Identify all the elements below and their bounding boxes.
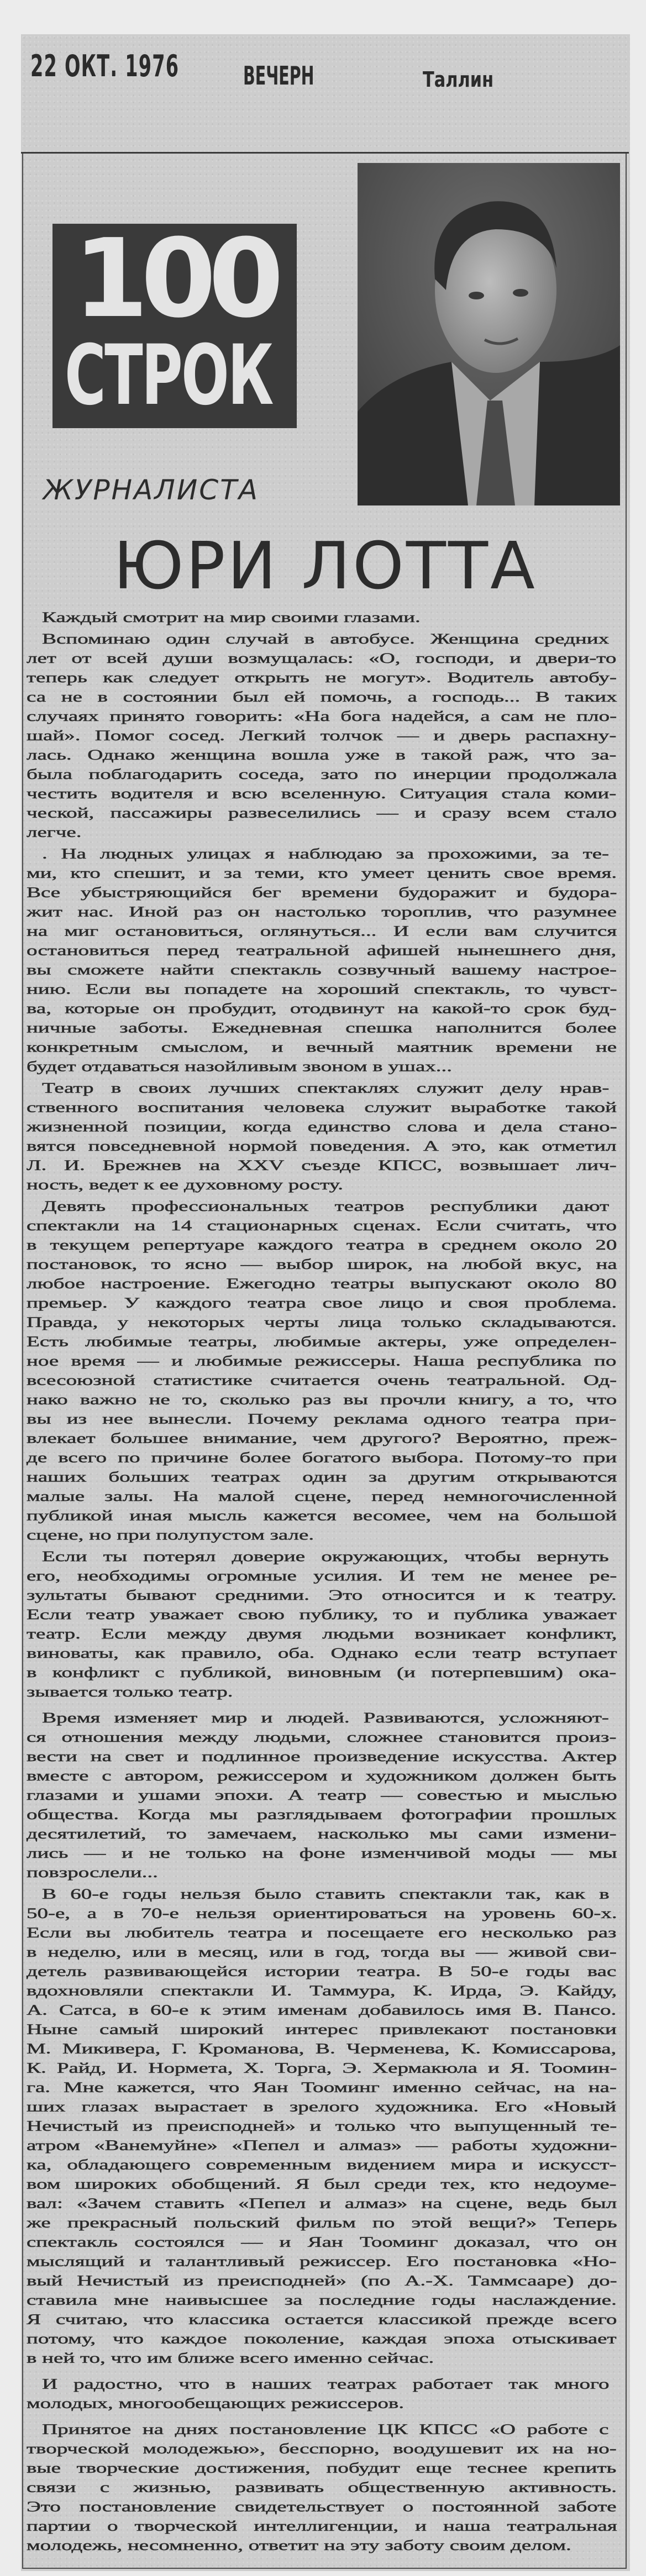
text-line	[27, 1255, 617, 1274]
text-line	[27, 941, 617, 960]
text-line-content: Девять профессиональных театров республики дают	[42, 1198, 610, 1214]
text-line-content: спектакль состоялся — и Яан Тооминг доказал, что он	[27, 2234, 617, 2250]
text-line-content: ное время — и любимые режиссеры. Наша республика по	[27, 1353, 617, 1369]
text-line-content: премьер. У каждого театра свое лицо и своя проблема.	[27, 1295, 617, 1311]
text-line	[27, 2039, 617, 2058]
text-line	[27, 1785, 617, 1805]
text-line-content: ставила мне наивысшее за последние годы наслаждение.	[27, 2292, 617, 2308]
article-paragraph	[27, 1884, 617, 2368]
text-line-content: ческой, пассажиры развеселились — и сразу всем стало	[27, 805, 617, 821]
text-line-content: публикой иная мысль кажется весомее, чем на большой	[27, 1508, 617, 1524]
text-line	[27, 2116, 617, 2136]
text-line-content: сцене, но при полупустом зале.	[27, 1527, 314, 1543]
text-line	[27, 2497, 617, 2516]
text-line	[27, 1351, 617, 1371]
text-line	[27, 1682, 617, 1701]
article-paragraph	[27, 629, 617, 842]
text-line-content: постановок, то ясно — выбор широк, на любой вкус, на	[27, 1256, 617, 1272]
text-line	[27, 1727, 617, 1747]
text-line	[27, 1197, 617, 1216]
text-line-content: вы сможете найти спектакль созвучный вашему настрое-	[27, 962, 617, 978]
text-line	[27, 2348, 617, 2368]
text-line	[27, 2136, 617, 2155]
text-line	[27, 2078, 617, 2097]
text-line-content: 50-е, а в 70-е нельзя ориентироваться на уровень 60-х.	[27, 1905, 617, 1921]
text-line-content: Театр в своих лучших спектаклях служит делу нрав-	[42, 1080, 610, 1096]
text-line	[27, 1467, 617, 1487]
text-line	[27, 2478, 617, 2497]
text-line-content: га. Мне кажется, что Яан Тооминг именно сейчас, на на-	[27, 2079, 617, 2095]
article-paragraph	[27, 2374, 617, 2413]
text-line	[27, 1942, 617, 1962]
text-line	[27, 844, 617, 863]
text-line-content: са не в состоянии был ей помочь, а господь... В таких	[27, 689, 617, 705]
text-line-content: малые залы. На малой сцене, перед немногочисленной	[27, 1488, 617, 1504]
byline-role: ЖУРНАЛИСТА	[43, 474, 259, 506]
text-line-content: вые творческие достижения, побудит еще теснее крепить	[27, 2460, 617, 2476]
text-line-content: ка, обладающего современным видением мира и искусст-	[27, 2157, 617, 2173]
text-line	[27, 1293, 617, 1313]
text-line-content: нако важно не то, сколько раз вы прочли книгу, а то, что	[27, 1392, 617, 1408]
text-line-content: вместе с автором, режиссером и художником должен быть	[27, 1768, 617, 1784]
text-line-content: всесоюзной статистике считается очень театральной. Од-	[27, 1372, 617, 1388]
text-line	[27, 2271, 617, 2290]
text-line	[27, 765, 617, 784]
text-line	[27, 668, 617, 687]
text-line	[27, 2374, 617, 2394]
text-line	[27, 2394, 617, 2413]
text-line	[27, 2516, 617, 2536]
text-line-content: . На людных улицах я наблюдаю за прохожими, за те-	[42, 846, 610, 862]
text-line-content: К. Райд, И. Нормета, Х. Торга, Э. Хермакюла и Я. Тоомин-	[27, 2060, 617, 2076]
newspaper-name-stamp: ВЕЧЕРН	[243, 61, 314, 91]
text-line	[27, 1566, 617, 1585]
text-line-content: на миг остановиться, оглянуться... И если вам случится	[27, 923, 617, 939]
text-line-content: ственного воспитания человека служит выработке такой	[27, 1099, 617, 1115]
text-line	[27, 1766, 617, 1785]
text-line	[27, 2536, 617, 2555]
text-line-content: глазами и ушами эпохи. А театр — совестью и мыслью	[27, 1787, 617, 1803]
text-line	[27, 1904, 617, 1923]
text-line	[27, 1018, 617, 1037]
text-line-content: десятилетий, то замечаем, насколько мы сами измени-	[27, 1826, 617, 1842]
text-line-content: повзрослели...	[27, 1864, 158, 1880]
text-line	[27, 784, 617, 803]
byline-author: ЮРИ ЛОТТА	[113, 528, 537, 604]
text-line	[27, 1547, 617, 1566]
text-line	[27, 960, 617, 979]
text-line	[27, 707, 617, 726]
text-line	[27, 726, 617, 745]
text-line	[27, 1824, 617, 1843]
text-line	[27, 1487, 617, 1506]
article-paragraph	[27, 1547, 617, 1701]
text-line	[27, 2420, 617, 2439]
text-line	[27, 1805, 617, 1824]
text-line	[27, 1708, 617, 1727]
text-line-content: его, необходимы огромные усилия. И тем не менее ре-	[27, 1568, 617, 1584]
text-line-content: остановиться перед театральной афишей нынешнего дня,	[27, 942, 617, 958]
text-line-content: потому, что каждое поколение, каждая эпоха отыскивает	[27, 2331, 617, 2347]
header-divider	[21, 152, 629, 154]
text-line-content: наших больших театрах один за другим открываются	[27, 1469, 617, 1485]
text-line	[27, 1057, 617, 1076]
text-line-content: ничные заботы. Ежедневная спешка наполнится более	[27, 1020, 617, 1036]
text-line	[27, 1117, 617, 1136]
text-line-content: жизненной позиции, когда единство слова и дела стано-	[27, 1119, 617, 1135]
text-line-content: де всего по причине более богатого выбора. Потому-то при	[27, 1450, 617, 1466]
text-line	[27, 2329, 617, 2348]
article-paragraph	[27, 2420, 617, 2555]
city-stamp: Таллин	[423, 67, 494, 92]
text-line	[27, 979, 617, 999]
text-line	[27, 2000, 617, 2020]
text-line	[27, 2058, 617, 2078]
text-line-content: И радостно, что в наших театрах работает так много	[42, 2376, 610, 2392]
text-line-content: лись — и не только на фоне изменчивой моды — мы	[27, 1845, 617, 1861]
text-line	[27, 745, 617, 765]
text-line-content: вый Нечистый из преисподней» (по А.-Х. Таммсааре) до-	[27, 2273, 617, 2289]
article-paragraph	[27, 1708, 617, 1882]
text-line-content: вдохновляли спектакли И. Таммура, К. Ирда, Э. Кайду,	[27, 1983, 617, 1999]
rubric-logo	[52, 216, 297, 428]
text-line-content: Я считаю, что классика остается классикой прежде всего	[27, 2311, 617, 2327]
text-line	[27, 1332, 617, 1351]
text-line-content: Нечистый из преисподней» и только что выпущенный те-	[27, 2118, 617, 2134]
text-line	[27, 1843, 617, 1863]
text-line	[27, 1884, 617, 1904]
text-line	[27, 2155, 617, 2174]
rubric-number: 100	[73, 216, 276, 342]
text-line-content: вести на свет и подлинное произведение искусства. Актер	[27, 1748, 617, 1764]
article-body	[27, 608, 617, 2557]
frame-border-right	[626, 154, 627, 2569]
date-stamp: 22 ОКТ. 1976	[30, 49, 180, 83]
text-line	[27, 1962, 617, 1981]
text-line-content: молодых, многообещающих режиссеров.	[27, 2395, 405, 2411]
text-line-content: молодежь, несомненно, ответит на эту заботу своим делом.	[27, 2537, 571, 2553]
text-line-content: зывается только театр.	[27, 1684, 233, 1700]
text-line	[27, 2194, 617, 2213]
text-line-content: зультаты бывают средними. Это относится и к театру.	[27, 1587, 617, 1603]
text-line-content: лет от всей души возмущалась: «О, господи, и двери-то	[27, 650, 617, 666]
text-line-content: Правда, у некоторых черты лица только складываются.	[27, 1314, 617, 1330]
text-line	[27, 1429, 617, 1448]
text-line-content: влекает большее внимание, чем другого? Вероятно, преж-	[27, 1430, 617, 1446]
text-line-content: вом широких обобщений. Я был среди тех, кто недоуме-	[27, 2176, 617, 2192]
frame-border-bottom	[22, 2568, 627, 2569]
text-line-content: в неделю, или в месяц, или в год, тогда вы — живой сви-	[27, 1944, 617, 1960]
text-line-content: легче.	[27, 824, 82, 840]
text-line-content: Есть любимые театры, любимые актеры, уже определен-	[27, 1334, 617, 1350]
text-line	[27, 2020, 617, 2039]
text-line	[27, 2439, 617, 2458]
text-line	[27, 823, 617, 842]
text-line-content: детель развивающейся истории театра. В 50-е годы вас	[27, 1963, 617, 1979]
text-line-content: вал: «Зачем ставить «Пепел и алмаз» на сцене, ведь был	[27, 2195, 617, 2211]
text-line-content: ва, которые он пробудит, отодвинут на какой-то срок буд-	[27, 1000, 617, 1016]
text-line-content: жит нас. Иной раз он настолько тороплив, что разумнее	[27, 904, 617, 920]
text-line	[27, 608, 617, 627]
text-line	[27, 1313, 617, 1332]
text-line-content: была поблагодарить соседа, зато по инерции продолжала	[27, 766, 617, 782]
text-line-content: случаях принято говорить: «На бога надейся, а сам не пло-	[27, 708, 617, 724]
text-line	[27, 902, 617, 921]
text-line-content: Принятое на днях постановление ЦК КПСС «О работе с	[42, 2421, 609, 2437]
text-line-content: Время изменяет мир и людей. Развиваются, усложняют-	[42, 1710, 609, 1726]
text-line	[27, 2458, 617, 2478]
text-line	[27, 1448, 617, 1467]
text-line-content: Это постановление свидетельствует о постоянной заботе	[27, 2499, 617, 2515]
text-line	[27, 2310, 617, 2329]
text-line	[27, 1371, 617, 1390]
article-paragraph	[27, 1078, 617, 1194]
text-line-content: Вспоминаю один случай в автобусе. Женщина средних	[42, 631, 610, 647]
text-line-content: творческой молодежью», бесспорно, воодушевит их на но-	[27, 2441, 617, 2457]
text-line-content: мыслящий и талантливый режиссер. Его постановка «Но-	[27, 2253, 617, 2269]
text-line	[27, 1037, 617, 1057]
text-line	[27, 803, 617, 823]
text-line-content: партии о творческой интеллигенции, и наша театральная	[27, 2518, 617, 2534]
text-line-content: спектакли на 14 стационарных сценах. Если считать, что	[27, 1218, 617, 1234]
text-line	[27, 921, 617, 941]
text-line-content: Если ты потерял доверие окружающих, чтобы вернуть	[42, 1548, 609, 1564]
author-photo	[358, 163, 620, 505]
text-line	[27, 999, 617, 1018]
text-line	[27, 1390, 617, 1409]
text-line	[27, 629, 617, 649]
text-line-content: будет отдаваться назойливым звоном в ушах...	[27, 1058, 453, 1074]
text-line-content: М. Микивера, Г. Кроманова, В. Черменева, К. Комиссарова,	[27, 2041, 617, 2057]
article-paragraph	[27, 1197, 617, 1545]
text-line-content: конкретным смыслом, и вечный маятник времени не	[27, 1039, 617, 1055]
text-line-content: Л. И. Брежнев на XXV съезде КПСС, возвышает лич-	[27, 1157, 617, 1173]
text-line	[27, 1506, 617, 1525]
text-line-content: вятся повседневной нормой поведения. А это, как отметил	[27, 1138, 617, 1154]
text-line	[27, 883, 617, 902]
text-line	[27, 2213, 617, 2232]
text-line	[27, 1156, 617, 1175]
text-line-content: виноваты, как правило, оба. Однако если театр вступает	[27, 1645, 617, 1661]
text-line-content: Все убыстряющийся бег времени будоражит и будора-	[27, 884, 617, 900]
frame-border-left	[22, 154, 23, 2569]
text-line	[27, 1747, 617, 1766]
text-line	[27, 1605, 617, 1624]
text-line	[27, 1409, 617, 1429]
text-line-content: в конфликт с публикой, виновным (и потерпевшим) ока-	[27, 1664, 617, 1681]
text-line-content: атром «Ванемуйне» «Пепел и алмаз» — работы художни-	[27, 2137, 617, 2153]
text-line-content: честить водителя и всю вселенную. Ситуация стала коми-	[27, 786, 617, 802]
text-line	[27, 1643, 617, 1663]
text-line-content: в текущем репертуаре каждого театра в среднем около 20	[27, 1237, 617, 1253]
text-line	[27, 687, 617, 707]
article-paragraph	[27, 844, 617, 1076]
text-line	[27, 1136, 617, 1156]
text-line-content: Если вы любитель театра и посещаете его несколько раз	[27, 1925, 617, 1941]
text-line-content: в ней то, что им ближе всего именно сейчас.	[27, 2350, 434, 2366]
text-line	[27, 863, 617, 883]
text-line	[27, 1585, 617, 1605]
text-line	[27, 2232, 617, 2252]
text-line-content: Каждый смотрит на мир своими глазами.	[42, 609, 421, 625]
text-line-content: театр. Если между двумя людьми возникает конфликт,	[27, 1626, 617, 1642]
text-line	[27, 2174, 617, 2194]
text-line	[27, 1175, 617, 1194]
text-line-content: ся отношения между людьми, сложнее становится произ-	[27, 1729, 617, 1745]
text-line	[27, 2097, 617, 2116]
text-line	[27, 1098, 617, 1117]
text-line-content: лась. Однако женщина вошла уже в такой раж, что за-	[27, 747, 617, 763]
text-line-content: теперь как следует открыть не могут». Водитель автобу-	[27, 670, 617, 686]
text-line	[27, 1663, 617, 1682]
rubric-word: СТРОК	[65, 328, 272, 424]
text-line-content: Если театр уважает свою публику, то и публика уважает	[27, 1606, 617, 1622]
text-line	[27, 1525, 617, 1545]
text-line-content: же прекрасный польский фильм по этой вещи?» Теперь	[27, 2215, 617, 2231]
text-line-content: ших глазах вырастает в зрелого художника. Его «Новый	[27, 2099, 617, 2115]
text-line	[27, 2290, 617, 2310]
text-line-content: А. Сатса, в 60-е к этим именам добавилось имя В. Пансо.	[27, 2002, 617, 2018]
text-line-content: Ныне самый широкий интерес привлекают постановки	[27, 2021, 617, 2037]
text-line	[27, 649, 617, 668]
text-line	[27, 1981, 617, 2000]
text-line-content: шай». Помог сосед. Легкий толчок — и дверь распахну-	[27, 728, 617, 744]
text-line	[27, 1216, 617, 1235]
text-line-content: любое настроение. Ежегодно театры выпускают около 80	[27, 1276, 617, 1292]
text-line-content: связи с жизнью, развивать общественную активность.	[27, 2479, 617, 2495]
text-line-content: нию. Если вы попадете на хороший спектакль, то чувст-	[27, 981, 617, 997]
text-line-content: ность, ведет к ее духовному росту.	[27, 1177, 343, 1193]
text-line	[27, 1624, 617, 1643]
text-line-content: В 60-е годы нельзя было ставить спектакли так, как в	[42, 1886, 610, 1902]
text-line	[27, 2252, 617, 2271]
text-line	[27, 1863, 617, 1882]
text-line	[27, 1235, 617, 1255]
article-paragraph	[27, 608, 617, 627]
text-line-content: вы из нее вынесли. Почему реклама одного театра при-	[27, 1411, 617, 1427]
text-line	[27, 1078, 617, 1098]
text-line-content: общества. Когда мы разглядываем фотографии прошлых	[27, 1806, 617, 1822]
text-line	[27, 1923, 617, 1942]
text-line-content: ми, кто спешит, и за теми, кто умеет ценить свое время.	[27, 865, 617, 881]
text-line	[27, 1274, 617, 1293]
